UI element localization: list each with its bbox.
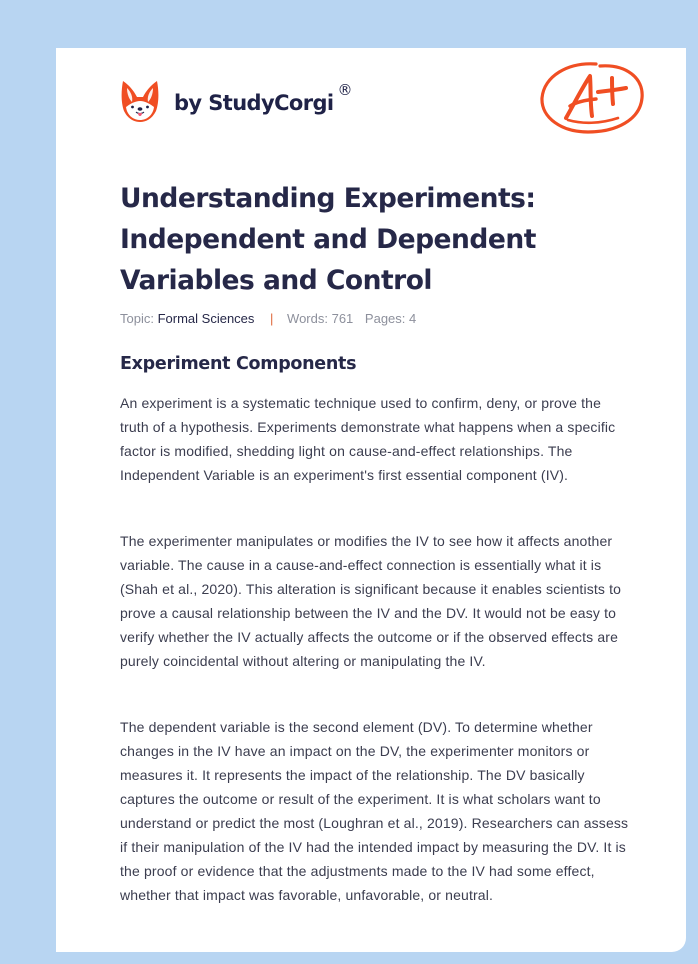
paragraph: An experiment is a systematic technique used to confirm, deny, or prove the truth of a hypothesis. Experiments demonstrate what happens when a specific factor is modified, shedding light on cause-and-effect relationships. The Independent Variable is an experiment's first essential component (IV). xyxy=(120,395,616,483)
document-title: Understanding Experiments: Independent and Dependent Variables and Control xyxy=(120,183,536,296)
document-meta xyxy=(120,311,416,326)
topic-link[interactable]: Formal Sciences xyxy=(157,311,255,326)
brand-header[interactable] xyxy=(120,74,353,126)
brand-name: by StudyCorgi xyxy=(174,91,334,115)
word-count: Words: 761 xyxy=(287,311,354,326)
registered-mark: ® xyxy=(337,81,353,99)
page-count: Pages: 4 xyxy=(364,311,417,326)
section-heading: Experiment Components xyxy=(120,354,357,374)
paragraph: The experimenter manipulates or modifies the IV to see how it affects another variable. The cause in a cause-and-effect connection is essentially what it is (Shah et al., 2020). This alteration is significant because it enables scientists to prove a causal relationship between the IV and the DV. It would not be easy to verify whether the IV actually affects the outcome or if the observed effects are purely coincidental without altering or manipulating the IV. xyxy=(120,533,622,669)
a-plus-grade-icon xyxy=(536,58,648,140)
meta-separator: | xyxy=(270,311,274,326)
topic-label: Topic: xyxy=(120,311,154,326)
paragraph: The dependent variable is the second element (DV). To determine whether changes in the IV have an impact on the DV, the experimenter monitors or measures it. It represents the impact of the relationship. The DV basically captures the outcome or result of the experiment. It is what scholars want to understand or predict the most (Loughran et al., 2019). Researchers can assess if their manipulation of the IV had the intended impact by measuring the DV. It is the proof or evidence that the adjustments made to the IV had some effect, whether that impact was favorable, unfavorable, or neutral. xyxy=(120,719,629,903)
corgi-logo-icon xyxy=(120,77,160,123)
document-card xyxy=(56,48,686,952)
